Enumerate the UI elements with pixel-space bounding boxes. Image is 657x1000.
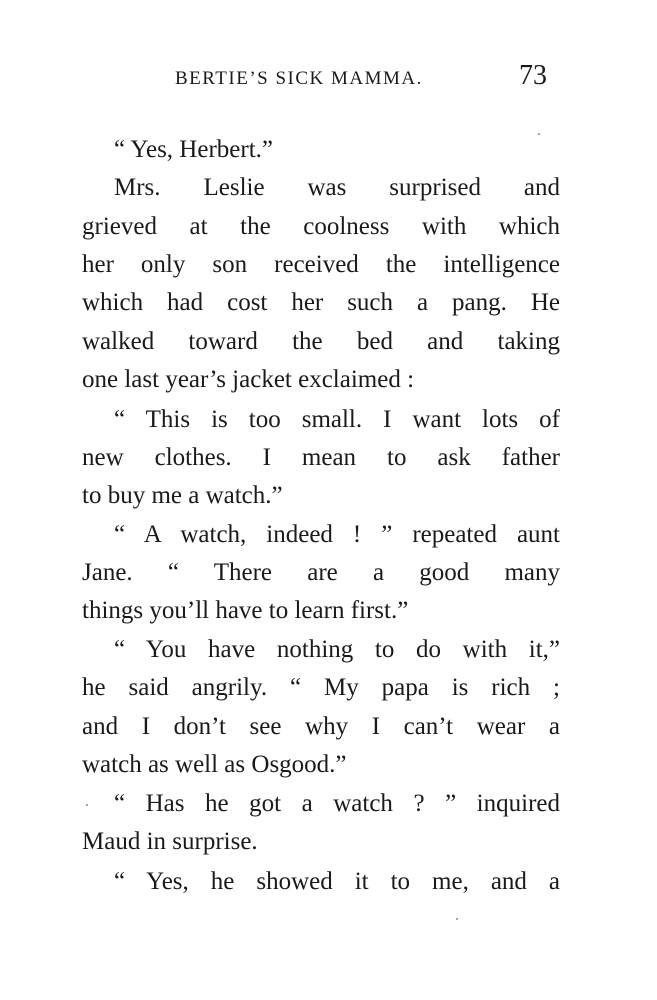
running-title: BERTIE’S SICK MAMMA. xyxy=(175,68,423,89)
text-line: Maud in surprise. xyxy=(82,828,258,855)
text-line: things you’ll have to learn first.” xyxy=(82,597,409,624)
text-line: which had cost her such a pang. He xyxy=(82,289,560,316)
paper-speck xyxy=(538,133,540,135)
text-line: “ A watch, indeed ! ” repeated aunt xyxy=(114,521,560,548)
text-line: “ This is too small. I want lots of xyxy=(114,406,560,433)
text-line: “ Yes, Herbert.” xyxy=(114,136,273,163)
paper-speck xyxy=(86,804,88,806)
text-line: and I don’t see why I can’t wear a xyxy=(82,713,560,740)
text-line: to buy me a watch.” xyxy=(82,482,283,509)
text-line: he said angrily. “ My papa is rich ; xyxy=(82,674,560,701)
text-line: watch as well as Osgood.” xyxy=(82,751,347,778)
text-line: Mrs. Leslie was surprised and xyxy=(114,174,560,201)
text-line: new clothes. I mean to ask father xyxy=(82,444,560,471)
text-line: “ You have nothing to do with it,” xyxy=(114,636,560,663)
text-line: her only son received the intelligence xyxy=(82,251,560,278)
page-number: 73 xyxy=(519,60,547,91)
paper-speck xyxy=(456,918,458,920)
text-line: “ Has he got a watch ? ” inquired xyxy=(114,790,560,817)
text-line: “ Yes, he showed it to me, and a xyxy=(114,868,560,895)
text-line: walked toward the bed and taking xyxy=(82,328,560,355)
text-line: grieved at the coolness with which xyxy=(82,213,560,240)
text-line: one last year’s jacket exclaimed : xyxy=(82,366,415,393)
text-line: Jane. “ There are a good many xyxy=(82,559,560,586)
